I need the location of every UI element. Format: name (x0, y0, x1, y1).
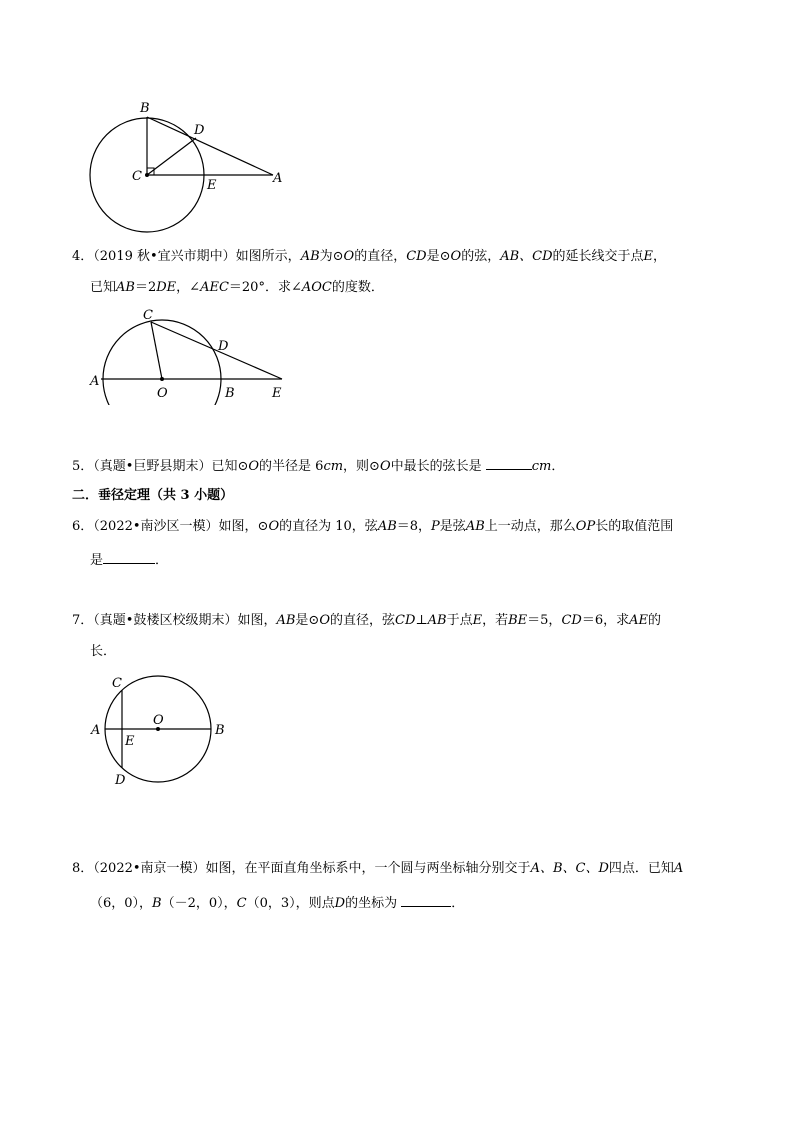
q5-text: ，则⊙ (343, 459, 380, 474)
q7-text: ＝6，求 (581, 613, 630, 628)
q6-var: AB (377, 519, 397, 534)
answer-blank[interactable] (486, 455, 532, 470)
q8-text: （6，0）， (90, 896, 153, 911)
q4-text: 为⊙ (319, 249, 344, 264)
q4-var: DE (156, 280, 177, 295)
q6-line1 (72, 518, 673, 536)
q4-line1: 4．（2019 秋•宜兴市期中）如图所示，AB为⊙O的直径，CD是⊙O的弦，AB、CD的延长线交于点E， (72, 249, 667, 264)
q6-var: O (268, 519, 280, 534)
segment-CE (151, 322, 282, 379)
segment-BA (147, 117, 273, 175)
label-C: C (132, 169, 142, 184)
q4-var: AOC (301, 280, 332, 295)
label-D: D (115, 773, 126, 788)
q4-text: 如图所示， (235, 249, 301, 264)
label-C: C (143, 308, 153, 323)
q7-var: O (319, 613, 330, 628)
q7-text: 于点 (446, 613, 473, 628)
q4-var: AEC (200, 280, 229, 295)
answer-blank[interactable] (401, 892, 451, 907)
q7-text: ＝5， (527, 613, 562, 628)
q7-line1 (72, 612, 661, 630)
label-E: E (125, 734, 135, 749)
q8-text: （0，3），则点 (246, 896, 335, 911)
q4-source: （2019 秋•宜兴市期中） (93, 249, 236, 264)
q8-text: 如图，在平面直角坐标系中，一个圆与两坐标轴分别交于 (205, 861, 531, 876)
q7-var: AE (629, 613, 648, 628)
label-E: E (207, 178, 217, 193)
label-E: E (272, 386, 282, 401)
q8-text: 四点．已知 (608, 861, 674, 876)
q5-number: 5． (72, 459, 94, 474)
q6-text: 的直径为 10，弦 (279, 519, 378, 534)
q7-var: CD (395, 613, 416, 628)
q7-line2: 长． (90, 644, 117, 659)
label-O: O (153, 713, 164, 728)
label-B: B (225, 386, 235, 401)
q6-var: AB (465, 519, 485, 534)
q5-var: O (248, 459, 260, 474)
q6-text: 上一动点，那么 (484, 519, 576, 534)
q4-var: CD (406, 249, 427, 264)
q8-text: 的坐标为 (345, 896, 398, 911)
label-D: D (218, 339, 229, 354)
q6-text: 如图，⊙ (218, 519, 269, 534)
q8-var: D (334, 896, 346, 911)
q4-var: O (450, 249, 462, 264)
q7-var: AB (276, 613, 296, 628)
q4-text: 是⊙ (426, 249, 451, 264)
answer-blank[interactable] (103, 549, 155, 564)
q5-text: 中最长的弦长是 (390, 459, 482, 474)
q8-var: A、B、C、D (530, 861, 609, 876)
center-dot-C (145, 173, 149, 177)
q4-var: AB (116, 280, 135, 295)
center-dot-O (160, 377, 164, 381)
q7-text: 如图， (237, 613, 277, 628)
q5-source: （真题•巨野县期末） (93, 459, 212, 474)
q8-var: B (152, 896, 162, 911)
q4-text: ＝20°．求∠ (228, 280, 302, 295)
q4-text: ＝2 (134, 280, 157, 295)
q4-text: 的直径， (354, 249, 407, 264)
q5-line1 (72, 455, 564, 476)
label-B: B (215, 723, 225, 738)
q8-line1 (72, 860, 683, 878)
q7-var: CD (561, 613, 582, 628)
q5-var: O (379, 459, 391, 474)
q4-text: ，∠ (176, 280, 201, 295)
q6-text: ． (155, 553, 169, 568)
q4-text: 已知 (90, 280, 117, 295)
q4-number: 4． (72, 249, 94, 264)
q5-text: 已知⊙ (211, 459, 249, 474)
q8-text: （－2，0）， (161, 896, 237, 911)
q6-text: 长的取值范围 (595, 519, 674, 534)
q6-number: 6． (72, 519, 94, 534)
q6-line2 (90, 549, 168, 570)
q8-number: 8． (72, 861, 94, 876)
section-heading: 二．垂径定理（共 3 小题） (72, 488, 234, 503)
q4-var: O (343, 249, 355, 264)
q4-text: 的度数． (331, 280, 384, 295)
q7-text: 的直径，弦 (330, 613, 396, 628)
q8-var: C (236, 896, 247, 911)
q6-text: 是弦 (439, 519, 466, 534)
segment-OC (151, 322, 162, 379)
q7-text: ，若 (482, 613, 509, 628)
q6-source: （2022•南沙区一模） (93, 519, 219, 534)
q7-text: ⊥ (415, 613, 428, 628)
q7-source: （真题•鼓楼区校级期末） (93, 613, 238, 628)
q7-text: 的 (647, 613, 661, 628)
q6-text: ＝8， (396, 519, 432, 534)
q7-var: AB (427, 613, 447, 628)
q5-text: ． (551, 459, 565, 474)
q4-text: 的弦， (461, 249, 501, 264)
q5-var: cm (531, 459, 552, 474)
q6-var: P (431, 519, 440, 534)
q8-line2 (90, 892, 464, 913)
label-A: A (273, 171, 283, 186)
q4-line2 (90, 279, 384, 297)
figure-q7 (85, 668, 235, 793)
label-D: D (194, 123, 205, 138)
q7-number: 7． (72, 613, 94, 628)
figure-q4 (85, 305, 295, 405)
q4-var: AB、CD (500, 249, 553, 264)
q4-var: AB (300, 249, 320, 264)
q7-text: 是⊙ (295, 613, 320, 628)
q8-source: （2022•南京一模） (93, 861, 206, 876)
q7-var: E (472, 613, 483, 628)
q5-var: cm (323, 459, 344, 474)
q6-text: 是 (90, 553, 104, 568)
q5-text: 的半径是 6 (259, 459, 324, 474)
q8-text: ． (451, 896, 465, 911)
q6-var: OP (575, 519, 596, 534)
label-C: C (112, 676, 122, 691)
q7-var: BE (508, 613, 528, 628)
label-B: B (140, 101, 150, 116)
q4-var: E (643, 249, 654, 264)
q4-text: 的延长线交于点 (552, 249, 644, 264)
q8-var: A (673, 861, 684, 876)
label-O: O (157, 386, 168, 401)
label-A: A (91, 723, 101, 738)
figure-q3 (80, 98, 300, 238)
label-A: A (90, 374, 100, 389)
